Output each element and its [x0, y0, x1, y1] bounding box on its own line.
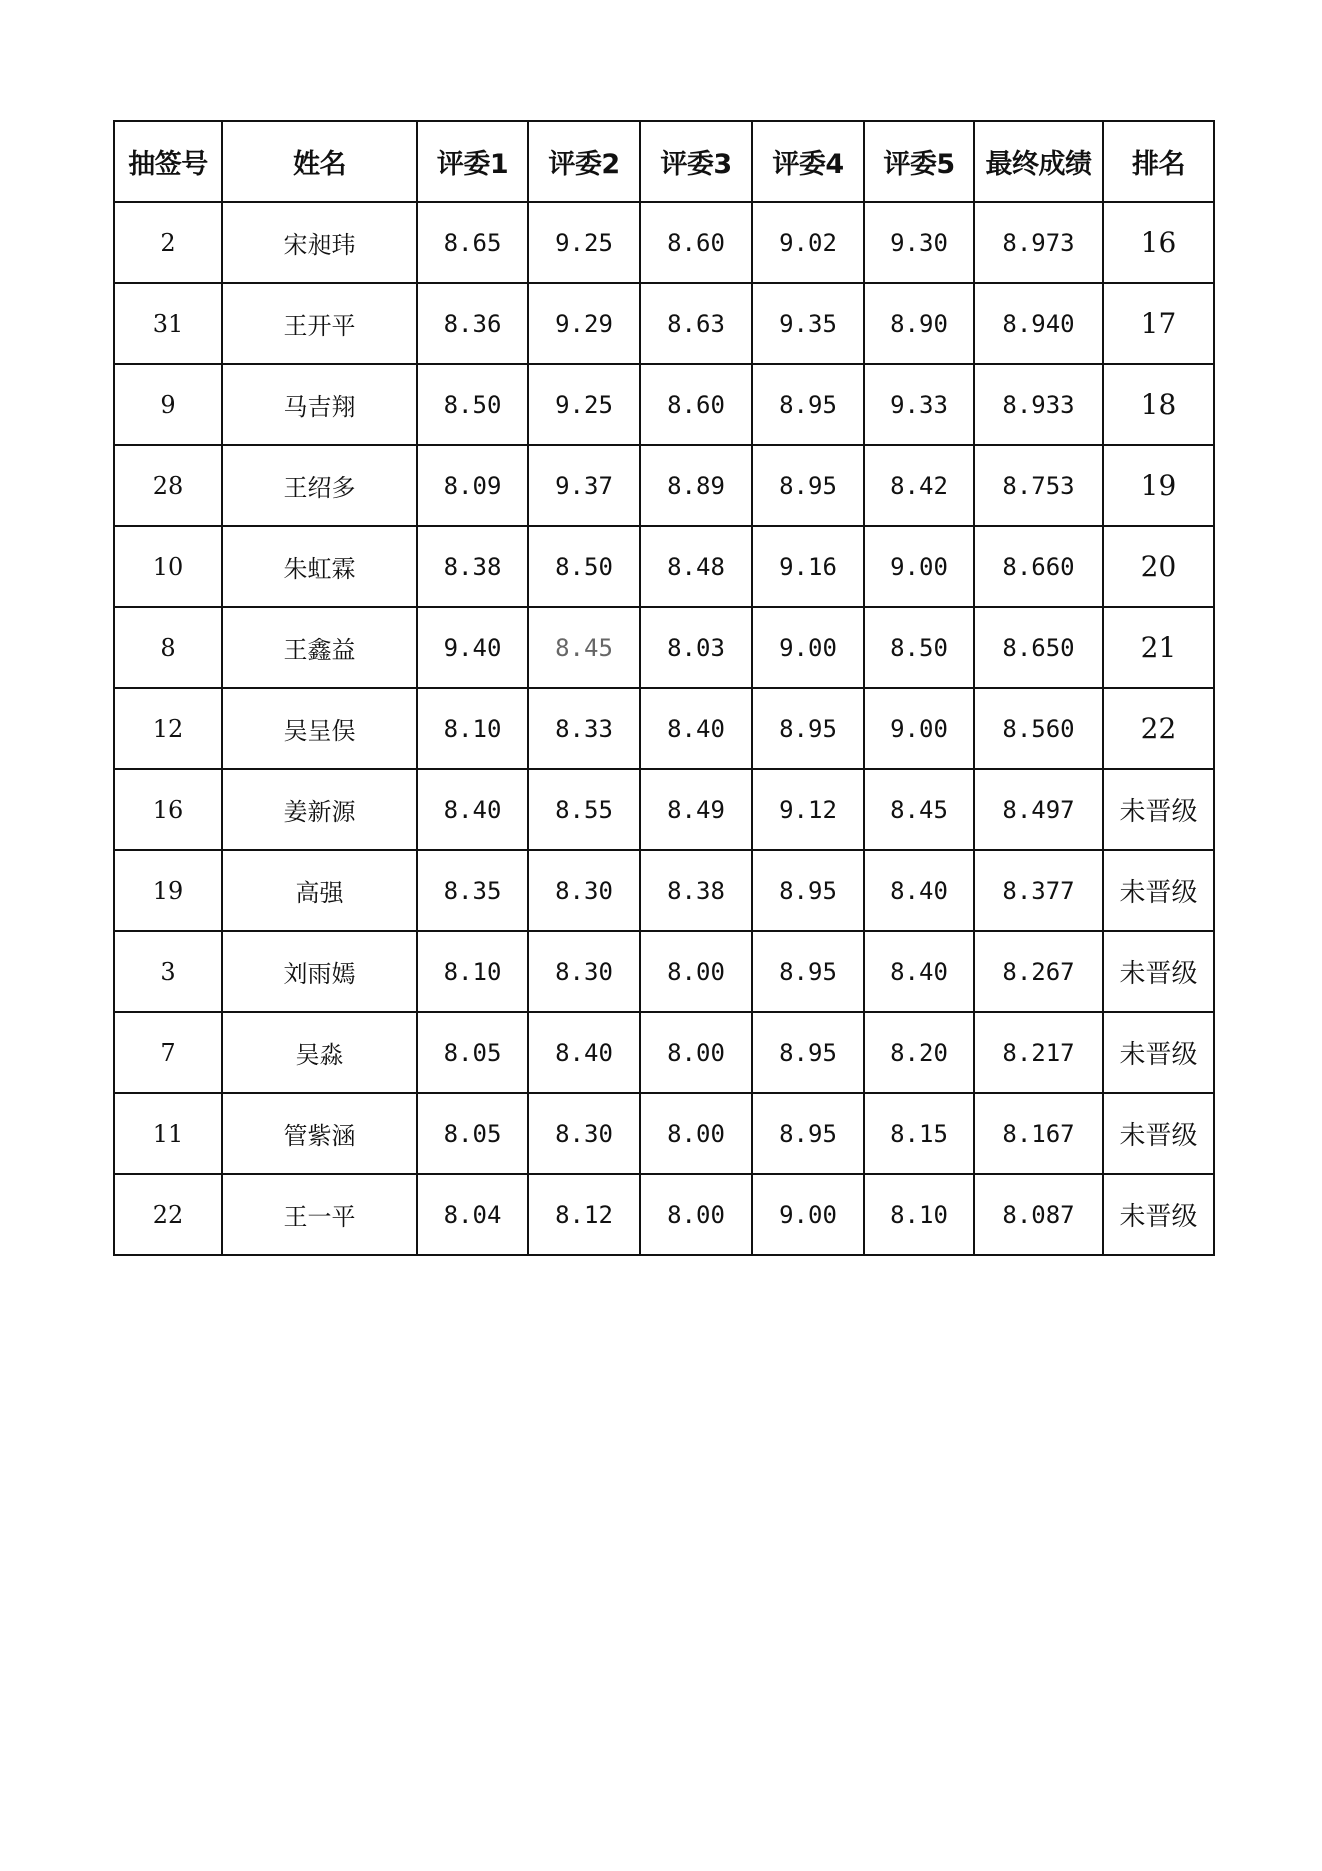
judge-1-cell: 8.05	[417, 1012, 528, 1093]
draw-number-cell: 16	[114, 769, 222, 850]
judge-4-cell: 8.95	[752, 364, 864, 445]
table-row	[114, 202, 1214, 283]
judge-3-cell: 8.89	[640, 445, 752, 526]
draw-number-cell: 3	[114, 931, 222, 1012]
judge-3-cell: 8.60	[640, 364, 752, 445]
draw-number-cell: 11	[114, 1093, 222, 1174]
judge-4-cell: 8.95	[752, 931, 864, 1012]
judge-5-cell: 8.42	[864, 445, 974, 526]
final-score-cell: 8.933	[974, 364, 1103, 445]
header-row	[114, 121, 1214, 202]
final-score-cell: 8.560	[974, 688, 1103, 769]
rank-cell: 未晋级	[1103, 1012, 1214, 1093]
judge-1-cell: 8.65	[417, 202, 528, 283]
name-cell: 朱虹霖	[222, 526, 417, 607]
rank-cell: 未晋级	[1103, 1174, 1214, 1255]
judge-4-cell: 8.95	[752, 850, 864, 931]
header-name: 姓名	[222, 121, 417, 202]
judge-3-cell: 8.00	[640, 1012, 752, 1093]
name-cell: 王绍多	[222, 445, 417, 526]
draw-number-cell: 8	[114, 607, 222, 688]
judge-5-cell: 8.40	[864, 850, 974, 931]
judge-3-cell: 8.00	[640, 1174, 752, 1255]
score-table	[113, 120, 1215, 1256]
judge-1-cell: 8.50	[417, 364, 528, 445]
rank-cell: 21	[1103, 607, 1214, 688]
judge-2-cell: 8.50	[528, 526, 640, 607]
judge-4-cell: 9.35	[752, 283, 864, 364]
rank-cell: 16	[1103, 202, 1214, 283]
name-cell: 王一平	[222, 1174, 417, 1255]
judge-1-cell: 8.05	[417, 1093, 528, 1174]
rank-cell: 未晋级	[1103, 1093, 1214, 1174]
final-score-cell: 8.753	[974, 445, 1103, 526]
table-body	[114, 202, 1214, 1255]
judge-5-cell: 9.00	[864, 688, 974, 769]
judge-2-cell: 8.30	[528, 1093, 640, 1174]
judge-2-cell: 8.30	[528, 850, 640, 931]
judge-4-cell: 9.12	[752, 769, 864, 850]
rank-cell: 未晋级	[1103, 931, 1214, 1012]
judge-3-cell: 8.63	[640, 283, 752, 364]
judge-3-cell: 8.48	[640, 526, 752, 607]
rank-cell: 18	[1103, 364, 1214, 445]
final-score-cell: 8.167	[974, 1093, 1103, 1174]
name-cell: 管紫涵	[222, 1093, 417, 1174]
judge-2-cell: 9.37	[528, 445, 640, 526]
final-score-cell: 8.217	[974, 1012, 1103, 1093]
rank-cell: 未晋级	[1103, 850, 1214, 931]
judge-2-cell: 8.33	[528, 688, 640, 769]
judge-5-cell: 9.00	[864, 526, 974, 607]
draw-number-cell: 10	[114, 526, 222, 607]
judge-5-cell: 8.90	[864, 283, 974, 364]
name-cell: 姜新源	[222, 769, 417, 850]
draw-number-cell: 22	[114, 1174, 222, 1255]
header-judge-5: 评委5	[864, 121, 974, 202]
judge-2-cell: 9.25	[528, 364, 640, 445]
name-cell: 王鑫益	[222, 607, 417, 688]
draw-number-cell: 7	[114, 1012, 222, 1093]
header-rank: 排名	[1103, 121, 1214, 202]
name-cell: 高强	[222, 850, 417, 931]
table-row	[114, 769, 1214, 850]
judge-4-cell: 9.16	[752, 526, 864, 607]
judge-3-cell: 8.38	[640, 850, 752, 931]
judge-4-cell: 9.00	[752, 1174, 864, 1255]
name-cell: 王开平	[222, 283, 417, 364]
name-cell: 吴呈俣	[222, 688, 417, 769]
judge-1-cell: 8.10	[417, 931, 528, 1012]
rank-cell: 20	[1103, 526, 1214, 607]
judge-1-cell: 8.40	[417, 769, 528, 850]
final-score-cell: 8.087	[974, 1174, 1103, 1255]
draw-number-cell: 9	[114, 364, 222, 445]
judge-4-cell: 8.95	[752, 1012, 864, 1093]
judge-2-cell: 8.45	[528, 607, 640, 688]
header-draw-number: 抽签号	[114, 121, 222, 202]
draw-number-cell: 28	[114, 445, 222, 526]
table-row	[114, 283, 1214, 364]
judge-2-cell: 8.12	[528, 1174, 640, 1255]
judge-2-cell: 9.25	[528, 202, 640, 283]
table-row	[114, 364, 1214, 445]
final-score-cell: 8.267	[974, 931, 1103, 1012]
name-cell: 刘雨嫣	[222, 931, 417, 1012]
judge-3-cell: 8.60	[640, 202, 752, 283]
judge-4-cell: 9.00	[752, 607, 864, 688]
judge-2-cell: 8.55	[528, 769, 640, 850]
final-score-cell: 8.377	[974, 850, 1103, 931]
header-judge-1: 评委1	[417, 121, 528, 202]
judge-1-cell: 8.10	[417, 688, 528, 769]
judge-4-cell: 9.02	[752, 202, 864, 283]
name-cell: 马吉翔	[222, 364, 417, 445]
judge-4-cell: 8.95	[752, 1093, 864, 1174]
judge-1-cell: 8.35	[417, 850, 528, 931]
draw-number-cell: 19	[114, 850, 222, 931]
judge-3-cell: 8.00	[640, 931, 752, 1012]
table-row	[114, 1093, 1214, 1174]
name-cell: 宋昶玮	[222, 202, 417, 283]
header-final-score: 最终成绩	[974, 121, 1103, 202]
table-row	[114, 1012, 1214, 1093]
rank-cell: 22	[1103, 688, 1214, 769]
table-row	[114, 688, 1214, 769]
final-score-cell: 8.973	[974, 202, 1103, 283]
judge-4-cell: 8.95	[752, 445, 864, 526]
judge-5-cell: 9.33	[864, 364, 974, 445]
rank-cell: 17	[1103, 283, 1214, 364]
judge-1-cell: 8.38	[417, 526, 528, 607]
judge-5-cell: 8.40	[864, 931, 974, 1012]
judge-5-cell: 8.10	[864, 1174, 974, 1255]
final-score-cell: 8.497	[974, 769, 1103, 850]
judge-5-cell: 8.15	[864, 1093, 974, 1174]
judge-1-cell: 9.40	[417, 607, 528, 688]
judge-2-cell: 8.30	[528, 931, 640, 1012]
header-judge-4: 评委4	[752, 121, 864, 202]
judge-1-cell: 8.36	[417, 283, 528, 364]
judge-3-cell: 8.03	[640, 607, 752, 688]
judge-3-cell: 8.40	[640, 688, 752, 769]
draw-number-cell: 2	[114, 202, 222, 283]
table-row	[114, 526, 1214, 607]
judge-5-cell: 9.30	[864, 202, 974, 283]
judge-4-cell: 8.95	[752, 688, 864, 769]
judge-5-cell: 8.45	[864, 769, 974, 850]
judge-2-cell: 8.40	[528, 1012, 640, 1093]
name-cell: 吴淼	[222, 1012, 417, 1093]
rank-cell: 19	[1103, 445, 1214, 526]
header-judge-3: 评委3	[640, 121, 752, 202]
judge-3-cell: 8.00	[640, 1093, 752, 1174]
table-row	[114, 607, 1214, 688]
judge-1-cell: 8.04	[417, 1174, 528, 1255]
header-judge-2: 评委2	[528, 121, 640, 202]
judge-3-cell: 8.49	[640, 769, 752, 850]
draw-number-cell: 12	[114, 688, 222, 769]
table-row	[114, 1174, 1214, 1255]
judge-2-cell: 9.29	[528, 283, 640, 364]
final-score-cell: 8.940	[974, 283, 1103, 364]
table-row	[114, 850, 1214, 931]
judge-5-cell: 8.50	[864, 607, 974, 688]
table-row	[114, 931, 1214, 1012]
judge-1-cell: 8.09	[417, 445, 528, 526]
table-row	[114, 445, 1214, 526]
rank-cell: 未晋级	[1103, 769, 1214, 850]
judge-5-cell: 8.20	[864, 1012, 974, 1093]
final-score-cell: 8.660	[974, 526, 1103, 607]
draw-number-cell: 31	[114, 283, 222, 364]
final-score-cell: 8.650	[974, 607, 1103, 688]
